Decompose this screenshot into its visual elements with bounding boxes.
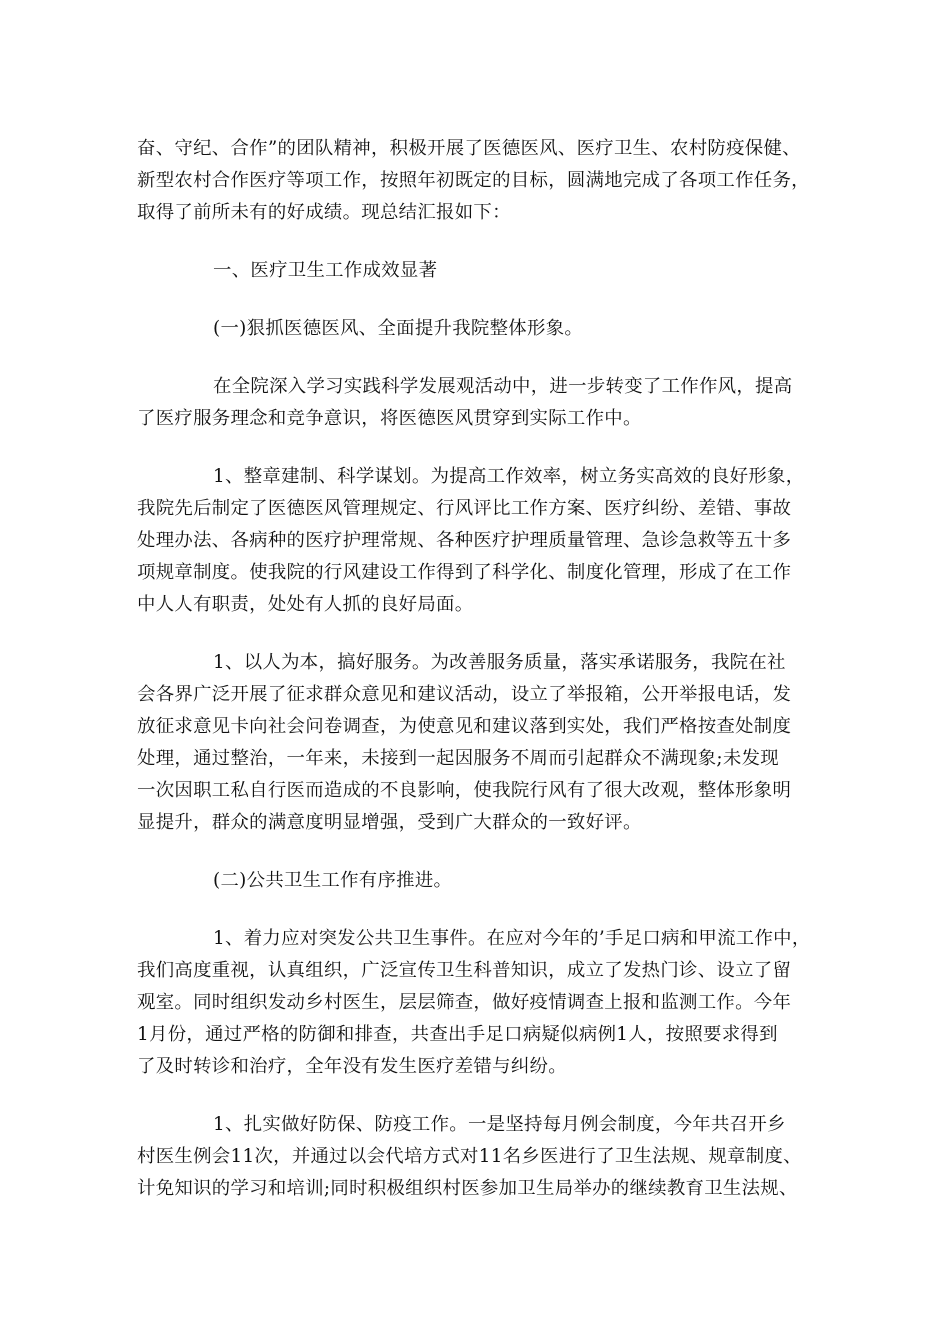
text-line: 新型农村合作医疗等项工作，按照年初既定的目标，圆满地完成了各项工作任务， bbox=[137, 170, 810, 191]
paragraph-gap bbox=[137, 345, 817, 371]
text-line: 1、以人为本，搞好服务。为改善服务质量，落实承诺服务，我院在社 bbox=[213, 652, 786, 673]
document-body bbox=[137, 133, 817, 1205]
paragraph-gap bbox=[137, 435, 817, 461]
paragraph-gap bbox=[137, 621, 817, 647]
section-heading bbox=[137, 255, 817, 287]
paragraph-practice bbox=[137, 371, 817, 435]
text-line: 项规章制度。使我院的行风建设工作得到了科学化、制度化管理，形成了在工作 bbox=[137, 562, 792, 583]
text-line: 我们高度重视，认真组织，广泛宣传卫生科普知识，成立了发热门诊、设立了留 bbox=[137, 960, 792, 981]
text-line: 中人人有职责，处处有人抓的良好局面。 bbox=[137, 594, 474, 615]
text-line: 1、着力应对突发公共卫生事件。在应对今年的’手足口病和甲流工作中， bbox=[213, 928, 811, 949]
paragraph-emergency bbox=[137, 923, 817, 1083]
text-line: 1、整章建制、科学谋划。为提高工作效率，树立务实高效的良好形象， bbox=[213, 466, 805, 487]
paragraph-gap bbox=[137, 897, 817, 923]
text-line: 1、扎实做好防保、防疫工作。一是坚持每月例会制度，今年共召开乡 bbox=[213, 1114, 786, 1135]
text-line: 观室。同时组织发动乡村医生，层层筛查，做好疫情调查上报和监测工作。今年 bbox=[137, 992, 792, 1013]
text-line: 放征求意见卡向社会问卷调查，为使意见和建议落到实处，我们严格按查处制度 bbox=[137, 716, 792, 737]
paragraph-intro bbox=[137, 133, 817, 229]
text-line: 取得了前所未有的好成绩。现总结汇报如下： bbox=[137, 202, 511, 223]
paragraph-gap bbox=[137, 287, 817, 313]
text-line: 处理办法、各病种的医疗护理常规、各种医疗护理质量管理、急诊急救等五十多 bbox=[137, 530, 792, 551]
paragraph-prevention bbox=[137, 1109, 817, 1205]
text-line: 村医生例会11次，并通过以会代培方式对11名乡医进行了卫生法规、规章制度、 bbox=[137, 1146, 802, 1167]
text-line: 显提升，群众的满意度明显增强，受到广大群众的一致好评。 bbox=[137, 812, 642, 833]
paragraph-rules bbox=[137, 461, 817, 621]
text-line: 计免知识的学习和培训;同时积极组织村医参加卫生局举办的继续教育卫生法规、 bbox=[137, 1178, 798, 1199]
text-line: 一次因职工私自行医而造成的不良影响，使我院行风有了很大改观，整体形象明 bbox=[137, 780, 792, 801]
text-line: 一、医疗卫生工作成效显著 bbox=[213, 260, 438, 281]
text-line: (一)狠抓医德医风、全面提升我院整体形象。 bbox=[213, 318, 584, 339]
subsection-heading bbox=[137, 865, 817, 897]
text-line: (二)公共卫生工作有序推进。 bbox=[213, 870, 453, 891]
text-line: 处理，通过整治，一年来，未接到一起因服务不周而引起群众不满现象;未发现 bbox=[137, 748, 779, 769]
text-line: 会各界广泛开展了征求群众意见和建议活动，设立了举报箱，公开举报电话，发 bbox=[137, 684, 792, 705]
text-line: 我院先后制定了医德医风管理规定、行风评比工作方案、医疗纠纷、差错、事故 bbox=[137, 498, 792, 519]
subsection-heading bbox=[137, 313, 817, 345]
text-line: 奋、守纪、合作”的团队精神，积极开展了医德医风、医疗卫生、农村防疫保健、 bbox=[137, 138, 801, 159]
text-line: 了及时转诊和治疗，全年没有发生医疗差错与纠纷。 bbox=[137, 1056, 567, 1077]
paragraph-gap bbox=[137, 229, 817, 255]
paragraph-gap bbox=[137, 1083, 817, 1109]
text-line: 了医疗服务理念和竞争意识，将医德医风贯穿到实际工作中。 bbox=[137, 408, 642, 429]
paragraph-gap bbox=[137, 839, 817, 865]
paragraph-service bbox=[137, 647, 817, 839]
text-line: 在全院深入学习实践科学发展观活动中，进一步转变了工作作风，提高 bbox=[213, 376, 793, 397]
text-line: 1月份，通过严格的防御和排查，共查出手足口病疑似病例1人，按照要求得到 bbox=[137, 1024, 778, 1045]
